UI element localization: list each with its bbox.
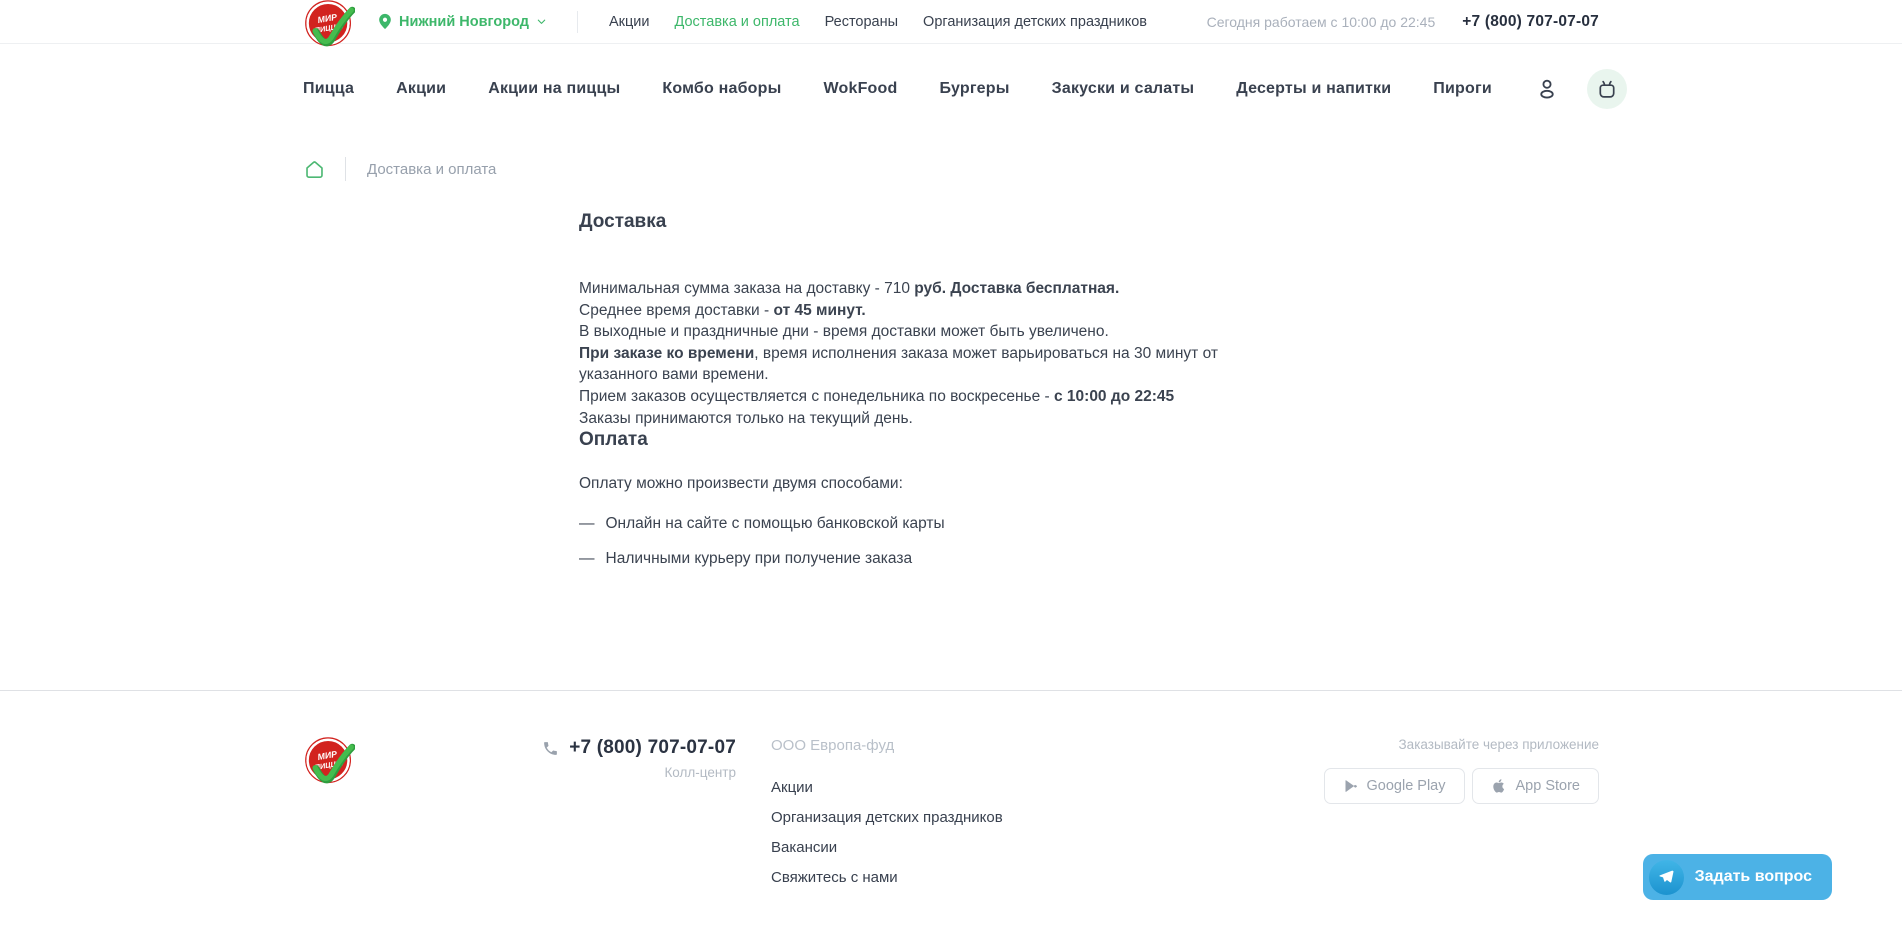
logo[interactable] <box>303 0 355 52</box>
nav-item-burgers[interactable]: Бургеры <box>939 79 1010 97</box>
breadcrumb-home[interactable] <box>303 158 326 181</box>
payment-title: Оплата <box>579 429 648 451</box>
topbar-divider <box>577 11 578 33</box>
svg-text:МИР: МИР <box>316 748 338 763</box>
app-store-label: App Store <box>1515 778 1580 795</box>
payment-method-label: Онлайн на сайте с помощью банковской карты <box>605 515 945 533</box>
breadcrumb <box>303 156 1599 182</box>
account-button[interactable] <box>1534 76 1560 102</box>
footer-link-contact-us[interactable]: Свяжитесь с нами <box>771 869 898 887</box>
dash-bullet: — <box>579 515 595 533</box>
apple-icon <box>1491 777 1507 795</box>
chat-button-label: Задать вопрос <box>1694 868 1812 885</box>
home-icon <box>303 158 326 181</box>
nav-item-pizza-promos[interactable]: Акции на пиццы <box>488 79 621 97</box>
nav-item-pies[interactable]: Пироги <box>1433 79 1492 97</box>
city-selector[interactable] <box>378 13 547 30</box>
page-main <box>303 156 1599 690</box>
nav-item-combo[interactable]: Комбо наборы <box>662 79 782 97</box>
nav-item-desserts-drinks[interactable]: Десерты и напитки <box>1236 79 1392 97</box>
cart-icon <box>1595 77 1619 101</box>
google-play-icon <box>1343 778 1358 794</box>
payment-method-cash <box>579 550 1294 568</box>
delivery-line <box>579 278 1294 300</box>
text-segment: Заказы принимаются только на текущий день. <box>579 409 913 427</box>
top-bar <box>0 0 1902 44</box>
footer-phone[interactable]: +7 (800) 707-07-07 <box>569 737 736 759</box>
cart-button[interactable] <box>1587 69 1627 109</box>
working-hours: Сегодня работаем с 10:00 до 22:45 <box>1206 13 1436 30</box>
chevron-down-icon <box>536 16 547 27</box>
text-segment-bold: с 10:00 до 22:45 <box>1053 387 1175 405</box>
footer-link-kids-parties[interactable]: Организация детских праздников <box>771 809 1003 827</box>
payment-method-online <box>579 515 1294 533</box>
footer-link-vacancies[interactable]: Вакансии <box>771 839 838 857</box>
svg-text:ПИЦЦЫ: ПИЦЦЫ <box>313 758 344 773</box>
phone-icon <box>542 740 559 757</box>
footer-phone-block <box>363 737 736 780</box>
text-segment-bold: При заказе ко времени <box>579 344 755 362</box>
footer-company: ООО Европа-фуд <box>771 737 895 755</box>
delivery-title: Доставка <box>579 211 667 232</box>
payment-intro: Оплату можно произвести двумя способами: <box>579 475 903 493</box>
google-play-button[interactable] <box>1324 768 1465 804</box>
delivery-line <box>579 343 1294 386</box>
nav-item-pizza[interactable]: Пицца <box>303 79 355 97</box>
text-segment: Минимальная сумма заказа на доставку - 710 <box>579 280 915 297</box>
footer-apps <box>1003 737 1599 804</box>
nav-item-snacks-salads[interactable]: Закуски и салаты <box>1051 79 1195 97</box>
google-play-label: Google Play <box>1366 778 1446 795</box>
app-store-button[interactable] <box>1472 768 1600 804</box>
text-segment-bold: от 45 минут. <box>773 301 866 319</box>
topbar-links <box>609 14 1147 30</box>
footer-logo[interactable] <box>303 737 355 789</box>
footer-link-promos[interactable]: Акции <box>771 779 813 797</box>
page-content <box>579 211 1294 568</box>
payment-methods <box>579 515 1294 568</box>
text-segment: Прием заказов осуществляется с понедельника по воскресенье - <box>579 387 1054 405</box>
text-segment: , время исполнения заказа может варьироваться на 30 минут от указанного вами времени. <box>579 344 1218 384</box>
delivery-line <box>579 408 1294 430</box>
main-nav <box>0 44 1902 133</box>
delivery-line <box>579 300 1294 322</box>
nav-item-wokfood[interactable]: WokFood <box>823 79 898 97</box>
breadcrumb-divider <box>345 157 346 181</box>
svg-text:ПИЦЦЫ: ПИЦЦЫ <box>313 20 344 35</box>
svg-text:МИР: МИР <box>316 11 338 25</box>
delivery-line <box>579 321 1294 343</box>
payment-method-label: Наличными курьеру при получение заказа <box>605 550 913 568</box>
text-segment: Среднее время доставки - <box>579 301 774 319</box>
footer-phone-label: Колл-центр <box>664 765 736 781</box>
chat-button[interactable] <box>1643 854 1832 900</box>
topbar-link-delivery[interactable]: Доставка и оплата <box>674 13 800 30</box>
delivery-line <box>579 386 1294 408</box>
city-name: Нижний Новгород <box>399 13 529 30</box>
topbar-link-promos[interactable]: Акции <box>608 13 650 30</box>
text-segment-bold: руб. Доставка бесплатная. <box>914 280 1120 297</box>
user-icon <box>1534 76 1560 102</box>
brand-logo-icon <box>303 0 355 52</box>
footer <box>0 690 1902 900</box>
topbar-link-kids-parties[interactable]: Организация детских праздников <box>923 13 1148 30</box>
telegram-icon <box>1649 860 1684 895</box>
location-pin-icon <box>378 13 392 30</box>
topbar-phone[interactable]: +7 (800) 707-07-07 <box>1462 12 1599 30</box>
text-segment: В выходные и праздничные дни - время доставки может быть увеличено. <box>579 323 1109 341</box>
footer-links <box>771 737 1003 900</box>
brand-logo-icon <box>303 737 355 789</box>
topbar-link-restaurants[interactable]: Рестораны <box>824 13 899 30</box>
delivery-text <box>579 278 1294 429</box>
dash-bullet: — <box>579 550 595 568</box>
breadcrumb-current: Доставка и оплата <box>367 160 497 178</box>
nav-item-promos[interactable]: Акции <box>396 79 447 97</box>
apps-caption: Заказывайте через приложение <box>1398 737 1599 753</box>
